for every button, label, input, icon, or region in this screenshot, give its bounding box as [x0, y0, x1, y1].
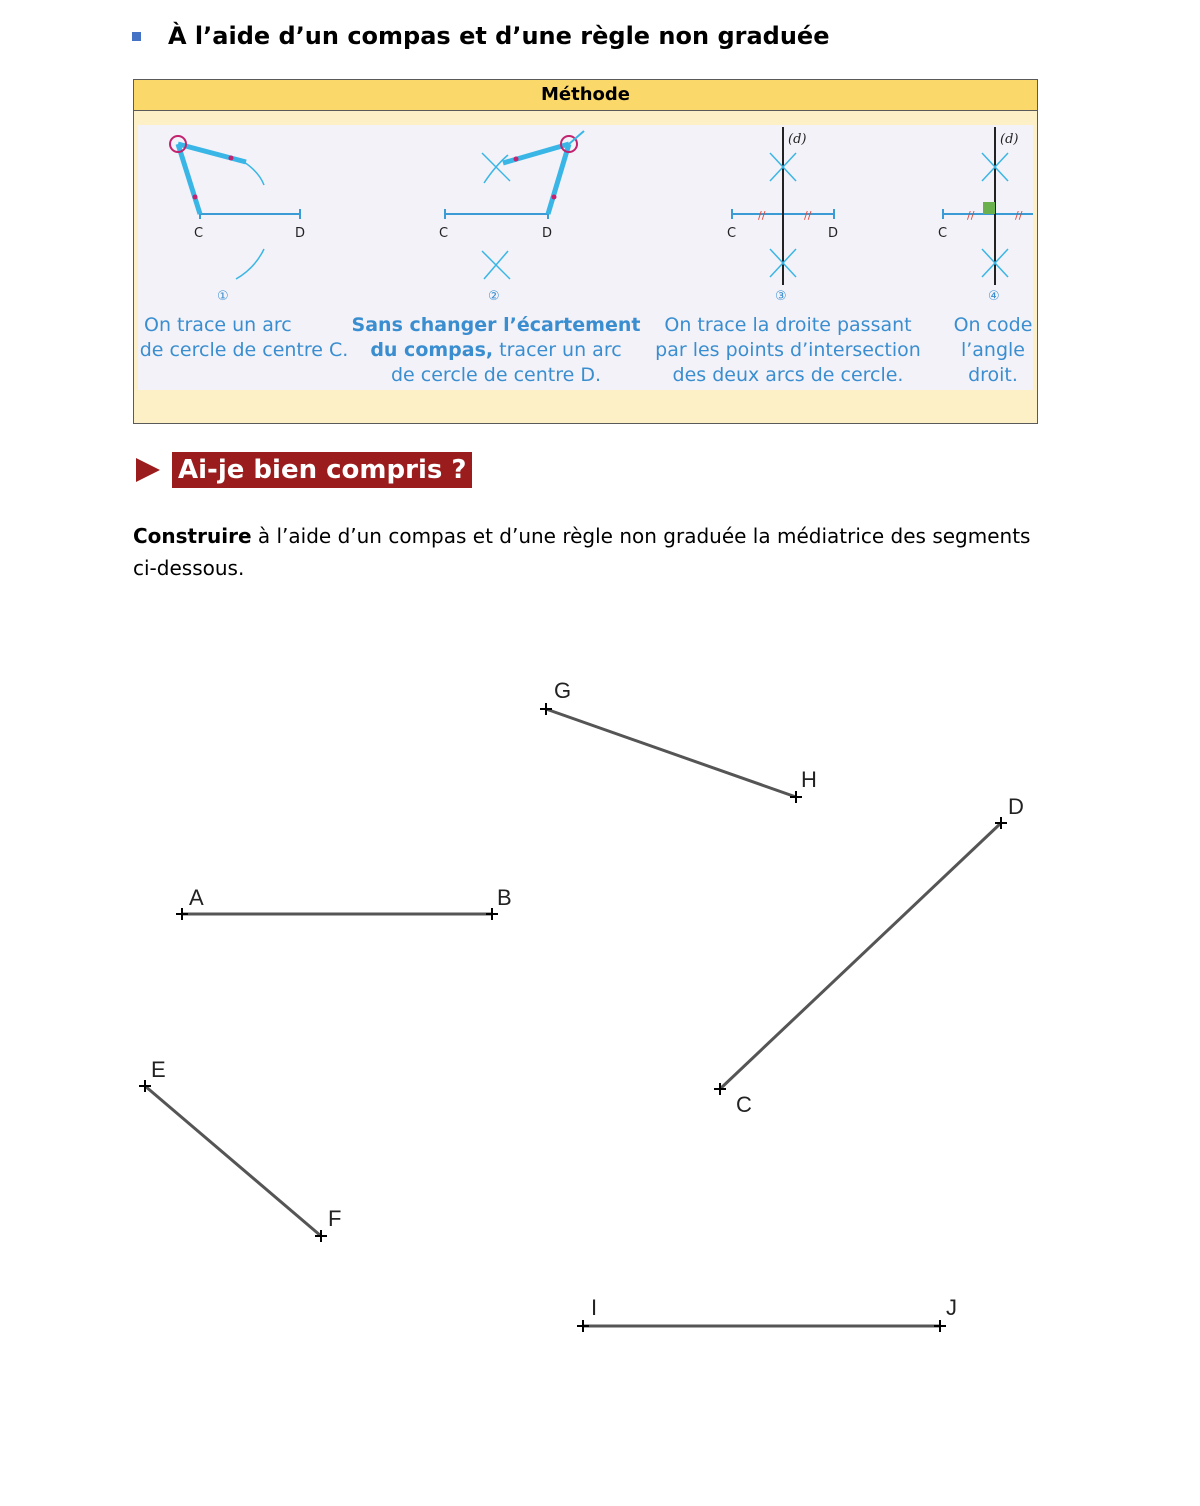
method-title: Méthode	[134, 80, 1037, 111]
step4-caption: On code l’angle droit.	[953, 314, 1033, 386]
step1-caption: On trace un arc de cercle de centre C.	[139, 314, 349, 361]
point-c-label: C	[736, 1092, 752, 1117]
understood-label: Ai-je bien compris ?	[172, 452, 472, 488]
instruction-rest-line2: ci-dessous.	[133, 556, 245, 580]
play-triangle-icon	[136, 458, 160, 482]
step3-line-label: (d)	[788, 132, 807, 147]
step3-number: ③	[775, 289, 787, 304]
svg-text://: //	[804, 209, 812, 222]
step2-label-d: D	[542, 226, 553, 241]
point-e-label: E	[151, 1057, 166, 1082]
step4-label-c: C	[938, 226, 948, 241]
step2-diagram	[445, 131, 584, 279]
step2-number: ②	[488, 289, 500, 304]
svg-text://: //	[1015, 209, 1023, 222]
step2-caption: Sans changer l’écartement du compas, tracer un arc de cercle de centre D.	[351, 314, 641, 386]
step3-diagram	[732, 127, 834, 285]
point-i-label: I	[591, 1295, 598, 1320]
point-j-label: J	[946, 1295, 957, 1320]
svg-text://: //	[758, 209, 766, 222]
step3-caption: On trace la droite passant par les points d’intersection des deux arcs de cercle.	[655, 314, 921, 386]
point-d-label: D	[1008, 794, 1024, 819]
step1-label-d: D	[295, 226, 306, 241]
step4-number: ④	[988, 289, 1000, 304]
step1-diagram	[170, 136, 300, 279]
segment-gh	[546, 709, 796, 797]
svg-text://: //	[967, 209, 975, 222]
point-g-label: G	[554, 678, 572, 703]
step1-label-c: C	[194, 226, 204, 241]
step4-line-label: (d)	[1000, 132, 1019, 147]
instruction-rest: à l’aide d’un compas et d’une règle non graduée la médiatrice des segments	[251, 524, 1031, 548]
section-heading	[132, 22, 829, 50]
method-box	[133, 79, 1038, 424]
square-bullet-icon	[132, 32, 141, 41]
point-b-label: B	[497, 885, 512, 910]
section-heading-text: À l’aide d’un compas et d’une règle non graduée	[168, 22, 830, 50]
point-h-label: H	[801, 767, 817, 792]
step4-diagram	[943, 127, 1033, 285]
method-panel	[138, 125, 1033, 390]
point-a-label: A	[189, 885, 204, 910]
segment-cd	[720, 823, 1001, 1089]
step2-label-c: C	[439, 226, 449, 241]
understood-banner	[136, 452, 472, 488]
step3-label-d: D	[828, 226, 839, 241]
instruction-bold: Construire	[133, 524, 252, 548]
step3-label-c: C	[727, 226, 737, 241]
segment-ef	[145, 1086, 321, 1236]
exercise-instruction	[133, 520, 1033, 584]
step1-number: ①	[217, 289, 229, 304]
point-f-label: F	[328, 1206, 342, 1231]
segments-figure	[0, 640, 1200, 1400]
